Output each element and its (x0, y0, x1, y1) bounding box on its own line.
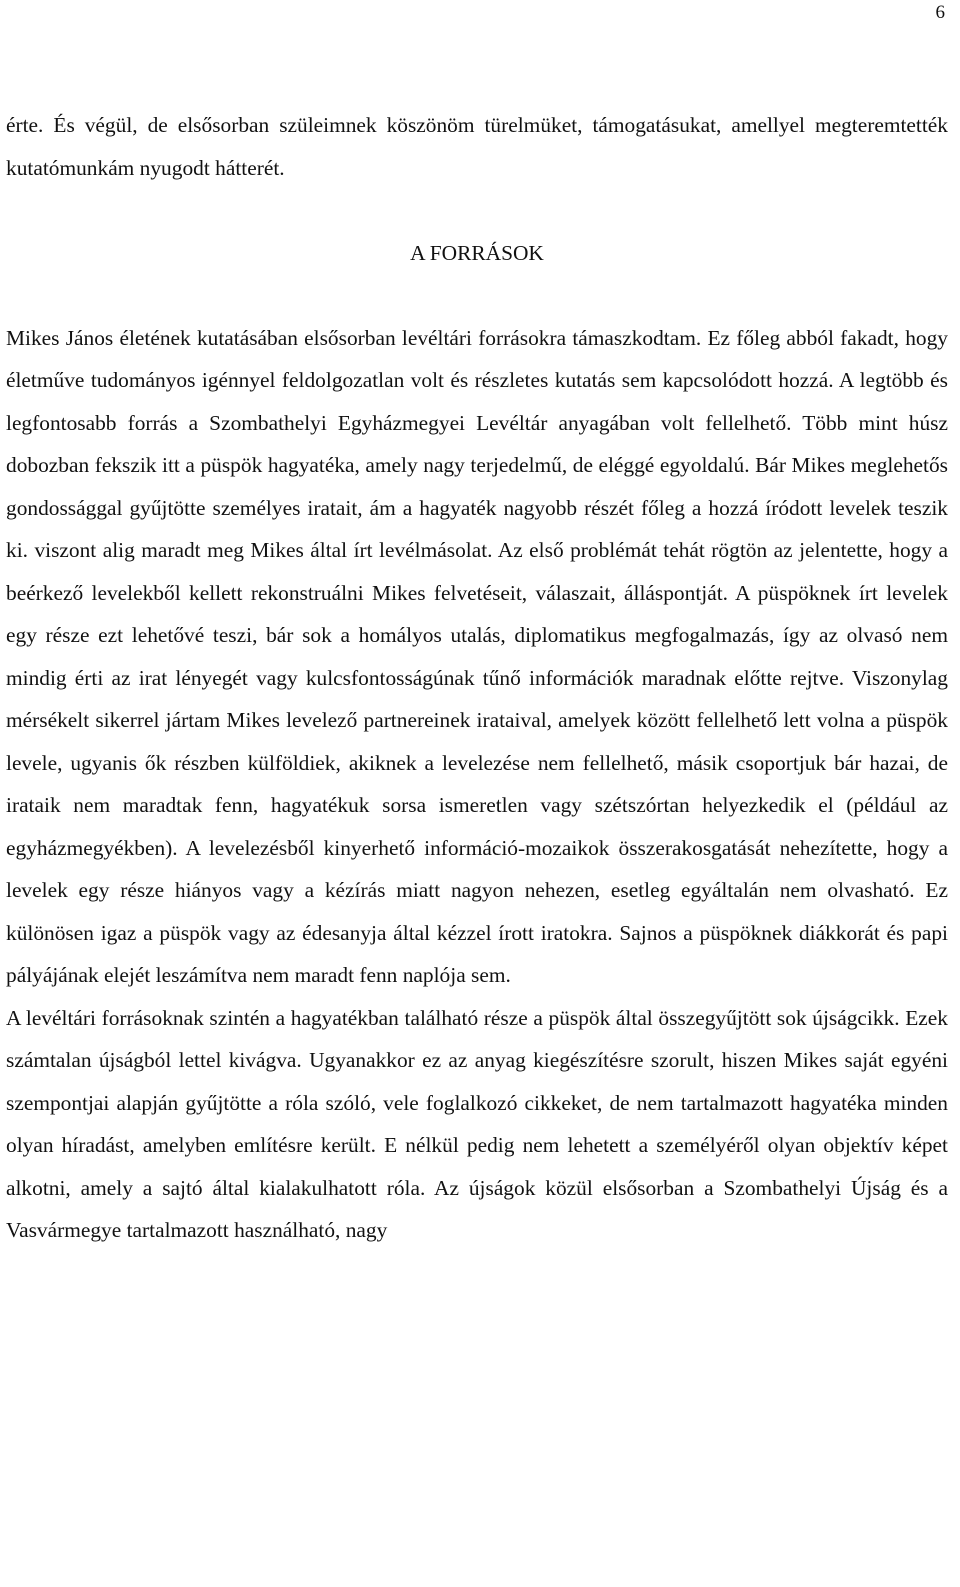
section-heading: A FORRÁSOK (410, 240, 544, 265)
intro-paragraph: érte. És végül, de elsősorban szüleimnek köszönöm türelmüket, támogatásukat, amellyel megteremtették kutatómunkám nyugodt hátterét. (6, 113, 948, 180)
page-number: 6 (935, 2, 945, 23)
body-paragraph-archival-sources: A levéltári forrásoknak szintén a hagyatékban található része a püspök által összegyűjtött sok újságcikk. Ezek számtalan újságból lettel kivágva. Ugyanakkor ez az anyag kiegészítésre szorult, hiszen Mikes saját egyéni szempontjai alapján gyűjtötte a róla szóló, vele foglalkozó cikkeket, de nem tartalmazott hagyatéka minden olyan híradást, amelyben említésre került. E nélkül pedig nem lehetett a személyéről olyan objektív képet alkotni, amely a sajtó által kialakulhatott róla. Az újságok közül elsősorban a Szombathelyi Újság és a Vasvármegye tartalmazott használható, nagy (6, 1005, 948, 1242)
document-body (6, 104, 948, 1252)
body-paragraph-sources: Mikes János életének kutatásában elsősorban levéltári forrásokra támaszkodtam. Ez főleg abból fakadt, hogy életműve tudományos igénnyel feldolgozatlan volt és részletes kutatás sem kapcsolódott hozzá. A legtöbb és legfontosabb forrás a Szombathelyi Egyházmegyei Levéltár anyagában volt fellelhető. Több mint húsz dobozban fekszik itt a püspök hagyatéka, amely nagy terjedelmű, de eléggé egyoldalú. Bár Mikes meglehetős gondossággal gyűjtötte személyes iratait, ám a hagyaték nagyobb részét főleg a hozzá íródott levelek teszik ki. viszont alig maradt meg Mikes által írt levélmásolat. Az első problémát tehát rögtön az jelentette, hogy a beérkező levelekből kellett rekonstruálni Mikes felvetéseit, válaszait, álláspontját. A püspöknek írt levelek egy része ezt lehetővé teszi, bár sok a homályos utalás, diplomatikus megfogalmazás, így az olvasó nem mindig érti az irat lényegét vagy kulcsfontosságúnak tűnő információk maradnak előtte rejtve. Viszonylag mérsékelt sikerrel jártam Mikes levelező partnereinek irataival, amelyek között fellelhető lett volna a püspök levele, ugyanis ők részben külföldiek, akiknek a levelezése nem fellelhető, másik csoportjuk bár hazai, de irataik nem maradtak fenn, hagyatékuk sorsa ismeretlen vagy szétszórtan helyezkedik el (például az egyházmegyékben). A levelezésből kinyerhető információ-mozaikok összerakosgatását nehezítette, hogy a levelek egy része hiányos vagy a kézírás miatt nagyon nehezen, esetleg egyáltalán nem olvasható. Ez különösen igaz a püspök vagy az édesanyja által kézzel írott iratokra. Sajnos a püspöknek diákkorát és papi pályájának elejét leszámítva nem maradt fenn naplója sem. (6, 325, 948, 987)
